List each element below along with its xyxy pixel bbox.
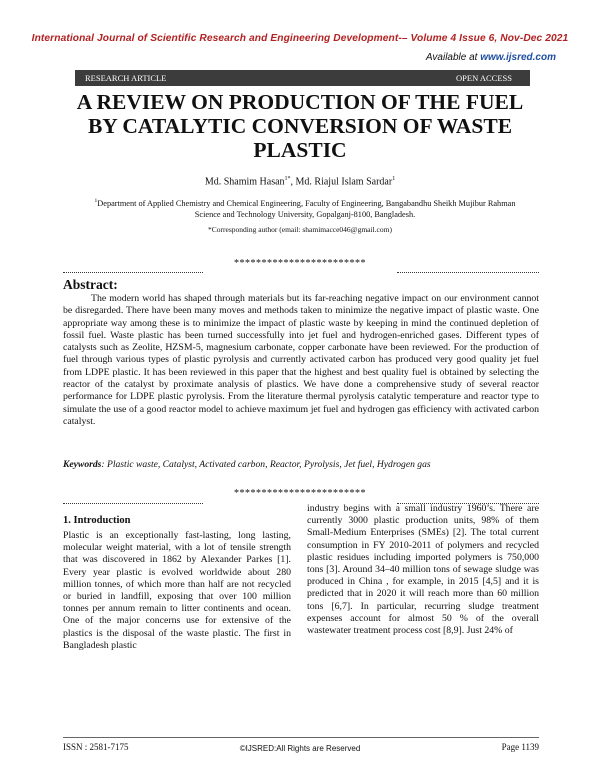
affiliation-line-2: Science and Technology University, Gopalganj-8100, Bangladesh. bbox=[194, 209, 416, 219]
corresponding-author: *Corresponding author (email: shamimacce046@gmail.com) bbox=[208, 225, 392, 234]
body-paragraph: industry begins with a small industry 1960’s. There are currently 3000 plastic production units, 98% of them Small-Medium Enterprises (SMEs) [2]. The total current consumption in FY 2010-2011 of polymers and recycled plastic residues including imported polymers is 750,000 tons [3]. Around 34–40 million tons of sewage sludge was produced in China , for example, in 2015 [4,5] and it is predicted that in 2020 it will reach more than 60 million tons [6,7]. In particular, recurring sludge treatment expenses account for almost 50 % of the overall wastewater treatment process cost [8,9]. Just 24% of bbox=[307, 503, 539, 637]
keywords-line bbox=[63, 459, 539, 470]
star-separator: ************************ bbox=[234, 488, 366, 499]
affiliation bbox=[80, 196, 530, 220]
body-paragraph: Plastic is an exceptionally fast-lasting, long lasting, molecular weight material, with a lot of tensile strength that was discovered in 1862 by Alexander Parkes [1]. Every year plastic is evolved worldwide about 280 million tonnes, of which more than half are not recycled or buried in landfill, exposing that over 100 million tonnes per annum remain to litter continents and ocean. One of the major concerns use for extensive of the plastics is the disposal of the waste plastic. The first in Bangladesh plastic bbox=[63, 530, 291, 651]
author-name: Md. Shamim Hasan bbox=[204, 176, 285, 188]
footer-rule bbox=[63, 737, 539, 738]
star-separator: ************************ bbox=[234, 258, 366, 269]
dotted-divider bbox=[63, 272, 203, 273]
journal-url-link[interactable]: www.ijsred.com bbox=[480, 52, 556, 63]
paper-title bbox=[40, 90, 560, 162]
article-type-label: RESEARCH ARTICLE bbox=[85, 73, 167, 83]
dotted-divider bbox=[63, 503, 203, 504]
column-right bbox=[307, 503, 539, 637]
keywords-text: : Plastic waste, Catalyst, Activated carbon, Reactor, Pyrolysis, Jet fuel, Hydrogen gas bbox=[101, 459, 431, 470]
author-superscript: 1* bbox=[284, 176, 291, 182]
article-type-bar bbox=[75, 70, 530, 86]
available-label: Available at bbox=[425, 52, 478, 63]
author-separator: , bbox=[290, 176, 296, 188]
footer-copyright: ©IJSRED:All Rights are Reserved bbox=[239, 744, 361, 753]
author-name: Md. Riajul Islam Sardar bbox=[295, 176, 393, 188]
footer-issn: ISSN : 2581-7175 bbox=[63, 742, 129, 752]
dotted-divider bbox=[397, 272, 539, 273]
title-line-2: BY CATALYTIC CONVERSION OF WASTE bbox=[87, 114, 513, 138]
section-heading: 1. Introduction bbox=[63, 515, 131, 526]
abstract-heading: Abstract: bbox=[63, 277, 118, 292]
availability-line bbox=[426, 52, 556, 63]
author-superscript: 1 bbox=[392, 176, 396, 182]
keywords-label: Keywords bbox=[63, 459, 102, 470]
affiliation-superscript: 1 bbox=[94, 198, 98, 204]
author-list bbox=[0, 176, 600, 187]
affiliation-line-1: Department of Applied Chemistry and Chemical Engineering, Faculty of Engineering, Bangabandhu Sheikh Mujibur Rahman bbox=[97, 198, 516, 208]
abstract-body bbox=[63, 293, 539, 428]
journal-header: International Journal of Scientific Research and Engineering Development-– Volume 4 Issue 6, Nov-Dec 2021 bbox=[31, 33, 569, 44]
open-access-label: OPEN ACCESS bbox=[456, 73, 512, 83]
footer-page-number: Page 1139 bbox=[501, 742, 539, 752]
title-line-1: A REVIEW ON PRODUCTION OF THE FUEL bbox=[76, 90, 524, 114]
column-left bbox=[63, 530, 291, 652]
title-line-3: PLASTIC bbox=[253, 138, 347, 162]
abstract-paragraph: The modern world has shaped through materials but its far-reaching negative impact on our environment cannot be disregarded. There have been many moves and methods taken to minimize the negative impact of plastic waste. One appropriate way among these is to minimize the impact of plastic waste by keeping in mind the continued depletion of fossil fuel. Waste plastic has been turned successfully into jet fuel and hydrogen-enriched gases. Different types of catalysts such as Zeolite, HZSM-5, magnesium carbonate, copper carbonate have been reviewed. For the production of fuel through various types of plastic pyrolysis and currently activated carbon has produced very good quality jet fuel from LDPE plastic. It has been reviewed in this paper that the highest and best quality fuel is obtained by selecting the reactor of the catalyst by proximate analysis of plastics. We have done a comprehensive study of several reactor performance for LDPE plastic pyrolysis. From the literature thermal pyrolysis catalytic temperature and reactor type to simulate the use of a good reactor model to achieve maximum jet fuel and hydrogen gas efficiency with activated carbon catalyst. bbox=[63, 293, 539, 427]
